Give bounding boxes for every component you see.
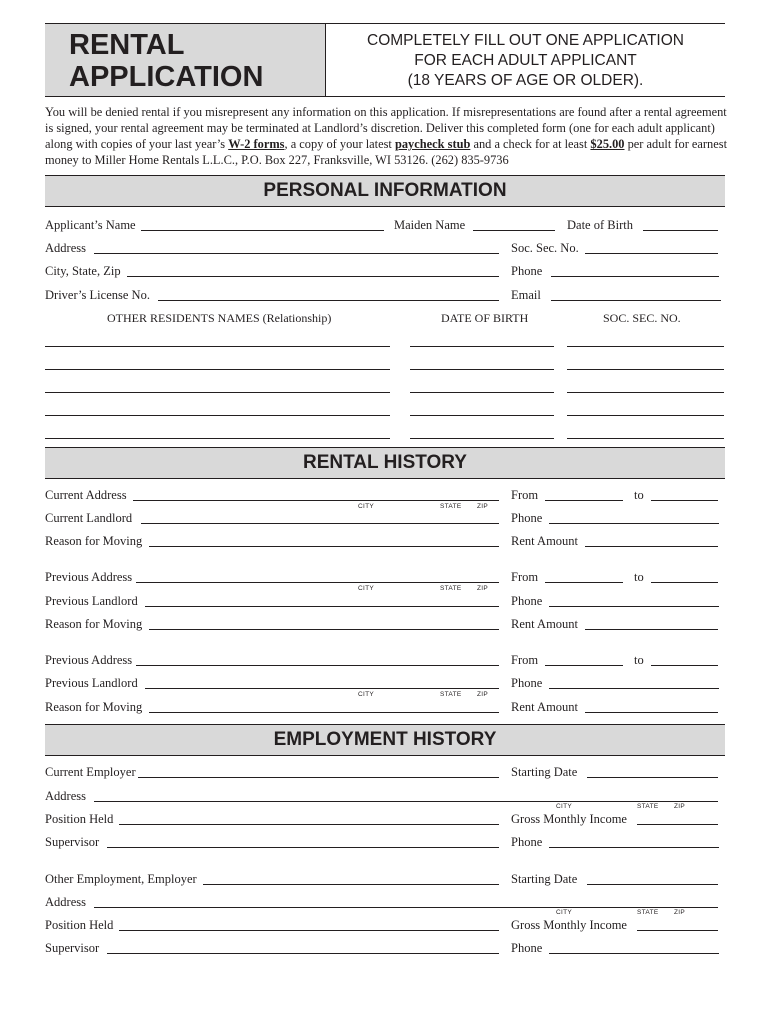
from-label: From: [511, 570, 539, 584]
city-caption: CITY: [358, 503, 375, 510]
gross-income-label: Gross Monthly Income: [511, 918, 627, 932]
other-employer-field[interactable]: [203, 884, 499, 885]
notice-line-1: COMPLETELY FILL OUT ONE APPLICATION: [367, 32, 684, 49]
row-address: [45, 241, 725, 257]
applicant-name-label: Applicant’s Name: [45, 218, 136, 232]
previous-address-field[interactable]: [136, 582, 499, 583]
gross-income-field[interactable]: [637, 824, 718, 825]
row-reason: [45, 534, 725, 550]
position-field[interactable]: [119, 930, 499, 931]
current-employer-field[interactable]: [138, 777, 499, 778]
employer-phone-field[interactable]: [549, 847, 719, 848]
resident-ssn-field[interactable]: [567, 438, 724, 439]
reason-field[interactable]: [149, 546, 499, 547]
current-address-field[interactable]: [133, 500, 499, 501]
row-applicant-name: [45, 218, 725, 234]
landlord-phone-field[interactable]: [549, 606, 719, 607]
row-city-state-zip: [45, 264, 725, 280]
license-label: Driver’s License No.: [45, 288, 150, 302]
col-ssn: SOC. SEC. NO.: [603, 311, 681, 325]
employer-address-field[interactable]: [94, 907, 718, 908]
intro-amount: $25.00: [590, 137, 625, 151]
intro-text-3: and a check for at least: [470, 137, 591, 151]
city-state-zip-field[interactable]: [127, 276, 499, 277]
residents-header: [45, 311, 725, 327]
license-field[interactable]: [158, 300, 499, 301]
from-label: From: [511, 488, 539, 502]
rent-amount-field[interactable]: [585, 546, 718, 547]
resident-name-field[interactable]: [45, 369, 390, 370]
resident-ssn-field[interactable]: [567, 392, 724, 393]
previous-address-label: Previous Address: [45, 570, 133, 584]
rent-amount-field[interactable]: [585, 712, 718, 713]
starting-date-field[interactable]: [587, 777, 718, 778]
section-personal-information: PERSONAL INFORMATION: [45, 175, 725, 207]
landlord-phone-field[interactable]: [549, 523, 719, 524]
to-label: to: [634, 488, 644, 502]
row-current-address: [45, 488, 725, 510]
applicant-name-field[interactable]: [141, 230, 384, 231]
starting-date-field[interactable]: [587, 884, 718, 885]
to-label: to: [634, 653, 644, 667]
gross-income-field[interactable]: [637, 930, 718, 931]
current-employer-label: Current Employer: [45, 765, 136, 779]
supervisor-field[interactable]: [107, 847, 499, 848]
city-caption: CITY: [358, 691, 375, 698]
row-previous-landlord: [45, 676, 725, 698]
resident-dob-field[interactable]: [410, 369, 554, 370]
intro-text-2: , a copy of your latest: [284, 137, 395, 151]
from-label: From: [511, 653, 539, 667]
previous-landlord-label: Previous Landlord: [45, 676, 138, 690]
row-employer-address: [45, 895, 725, 916]
phone-label: Phone: [511, 511, 543, 525]
address-field[interactable]: [94, 253, 499, 254]
row-reason: [45, 617, 725, 633]
position-field[interactable]: [119, 824, 499, 825]
ssn-label: Soc. Sec. No.: [511, 241, 579, 255]
intro-stub: paycheck stub: [394, 137, 471, 151]
notice-line-2: FOR EACH ADULT APPLICANT: [414, 52, 637, 69]
phone-label: Phone: [511, 264, 543, 278]
form-header: [45, 23, 725, 97]
employer-address-label: Address: [45, 895, 86, 909]
reason-field[interactable]: [149, 712, 499, 713]
address-label: Address: [45, 241, 86, 255]
employer-phone-field[interactable]: [549, 953, 719, 954]
current-address-label: Current Address: [45, 488, 127, 502]
intro-text-1: You will be denied rental if you misrepresent any information on this application. If misrepresentations are found after a rental agreement is signed, your rental agreement may be terminated at Landlord’s discretion. Deliver this completed form (one for each adult applicant) along with copies of your last year’s: [45, 105, 727, 151]
from-field[interactable]: [545, 665, 623, 666]
position-label: Position Held: [45, 918, 114, 932]
dob-label: Date of Birth: [567, 218, 633, 232]
supervisor-label: Supervisor: [45, 941, 100, 955]
previous-landlord-label: Previous Landlord: [45, 594, 138, 608]
previous-landlord-field[interactable]: [145, 688, 499, 689]
section-rental-history: RENTAL HISTORY: [45, 447, 725, 479]
row-current-employer: [45, 765, 725, 781]
from-field[interactable]: [545, 500, 623, 501]
supervisor-field[interactable]: [107, 953, 499, 954]
city-state-zip-label: City, State, Zip: [45, 264, 121, 278]
resident-dob-field[interactable]: [410, 415, 554, 416]
row-previous-landlord: [45, 594, 725, 610]
row-position: [45, 918, 725, 934]
current-landlord-label: Current Landlord: [45, 511, 133, 525]
zip-caption: ZIP: [674, 909, 686, 916]
ssn-field[interactable]: [585, 253, 718, 254]
resident-dob-field[interactable]: [410, 392, 554, 393]
row-previous-address: [45, 653, 725, 669]
phone-label: Phone: [511, 676, 543, 690]
state-caption: STATE: [637, 909, 659, 916]
row-supervisor: [45, 941, 725, 957]
city-caption: CITY: [556, 909, 573, 916]
resident-dob-field[interactable]: [410, 346, 554, 347]
row-current-landlord: [45, 511, 725, 527]
notice-line-3: (18 YEARS OF AGE OR OLDER).: [407, 72, 644, 89]
reason-label: Reason for Moving: [45, 617, 143, 631]
reason-label: Reason for Moving: [45, 700, 143, 714]
row-other-employer: [45, 872, 725, 888]
intro-w2: W-2 forms: [228, 137, 285, 151]
email-label: Email: [511, 288, 541, 302]
row-supervisor: [45, 835, 725, 851]
resident-name-field[interactable]: [45, 415, 390, 416]
rent-amount-label: Rent Amount: [511, 617, 579, 631]
resident-name-field[interactable]: [45, 392, 390, 393]
other-employer-label: Other Employment, Employer: [45, 872, 197, 886]
resident-ssn-field[interactable]: [567, 415, 724, 416]
resident-name-field[interactable]: [45, 346, 390, 347]
to-label: to: [634, 570, 644, 584]
to-field[interactable]: [651, 500, 718, 501]
rent-amount-label: Rent Amount: [511, 534, 579, 548]
zip-caption: ZIP: [674, 803, 686, 810]
resident-name-field[interactable]: [45, 438, 390, 439]
phone-label: Phone: [511, 941, 543, 955]
landlord-phone-field[interactable]: [549, 688, 719, 689]
row-previous-address: [45, 570, 725, 592]
header-notice: [326, 24, 725, 96]
from-field[interactable]: [545, 582, 623, 583]
section-employment-history: EMPLOYMENT HISTORY: [45, 724, 725, 756]
intro-paragraph: [45, 104, 735, 168]
rent-amount-field[interactable]: [585, 629, 718, 630]
col-residents: OTHER RESIDENTS NAMES (Relationship): [107, 311, 332, 325]
row-reason: [45, 700, 725, 716]
gross-income-label: Gross Monthly Income: [511, 812, 627, 826]
row-license: [45, 288, 725, 304]
previous-address-field[interactable]: [136, 665, 499, 666]
resident-ssn-field[interactable]: [567, 369, 724, 370]
resident-dob-field[interactable]: [410, 438, 554, 439]
supervisor-label: Supervisor: [45, 835, 100, 849]
employer-address-field[interactable]: [94, 801, 718, 802]
zip-caption: ZIP: [477, 585, 489, 592]
state-caption: STATE: [637, 803, 659, 810]
rent-amount-label: Rent Amount: [511, 700, 579, 714]
row-position: [45, 812, 725, 828]
position-label: Position Held: [45, 812, 114, 826]
starting-date-label: Starting Date: [511, 872, 578, 886]
maiden-name-field[interactable]: [473, 230, 555, 231]
maiden-name-label: Maiden Name: [394, 218, 466, 232]
form-title: [45, 24, 326, 96]
phone-label: Phone: [511, 835, 543, 849]
city-caption: CITY: [358, 585, 375, 592]
state-caption: STATE: [440, 585, 462, 592]
state-caption: STATE: [440, 503, 462, 510]
zip-caption: ZIP: [477, 503, 489, 510]
to-field[interactable]: [651, 582, 718, 583]
dob-field[interactable]: [643, 230, 718, 231]
email-field[interactable]: [551, 300, 721, 301]
title-line-1: RENTAL: [69, 29, 185, 61]
phone-field[interactable]: [551, 276, 719, 277]
previous-address-label: Previous Address: [45, 653, 133, 667]
reason-field[interactable]: [149, 629, 499, 630]
row-employer-address: [45, 789, 725, 810]
zip-caption: ZIP: [477, 691, 489, 698]
title-line-2: APPLICATION: [69, 61, 264, 93]
resident-ssn-field[interactable]: [567, 346, 724, 347]
col-dob: DATE OF BIRTH: [441, 311, 529, 325]
city-caption: CITY: [556, 803, 573, 810]
intro-text-4: per adult for earnest money to Miller Home Rentals L.L.C., P.O. Box 227, Franksville, WI 53126. (262) 835-9736: [45, 137, 728, 167]
current-landlord-field[interactable]: [141, 523, 499, 524]
to-field[interactable]: [651, 665, 718, 666]
previous-landlord-field[interactable]: [145, 606, 499, 607]
reason-label: Reason for Moving: [45, 534, 143, 548]
phone-label: Phone: [511, 594, 543, 608]
employer-address-label: Address: [45, 789, 86, 803]
state-caption: STATE: [440, 691, 462, 698]
starting-date-label: Starting Date: [511, 765, 578, 779]
